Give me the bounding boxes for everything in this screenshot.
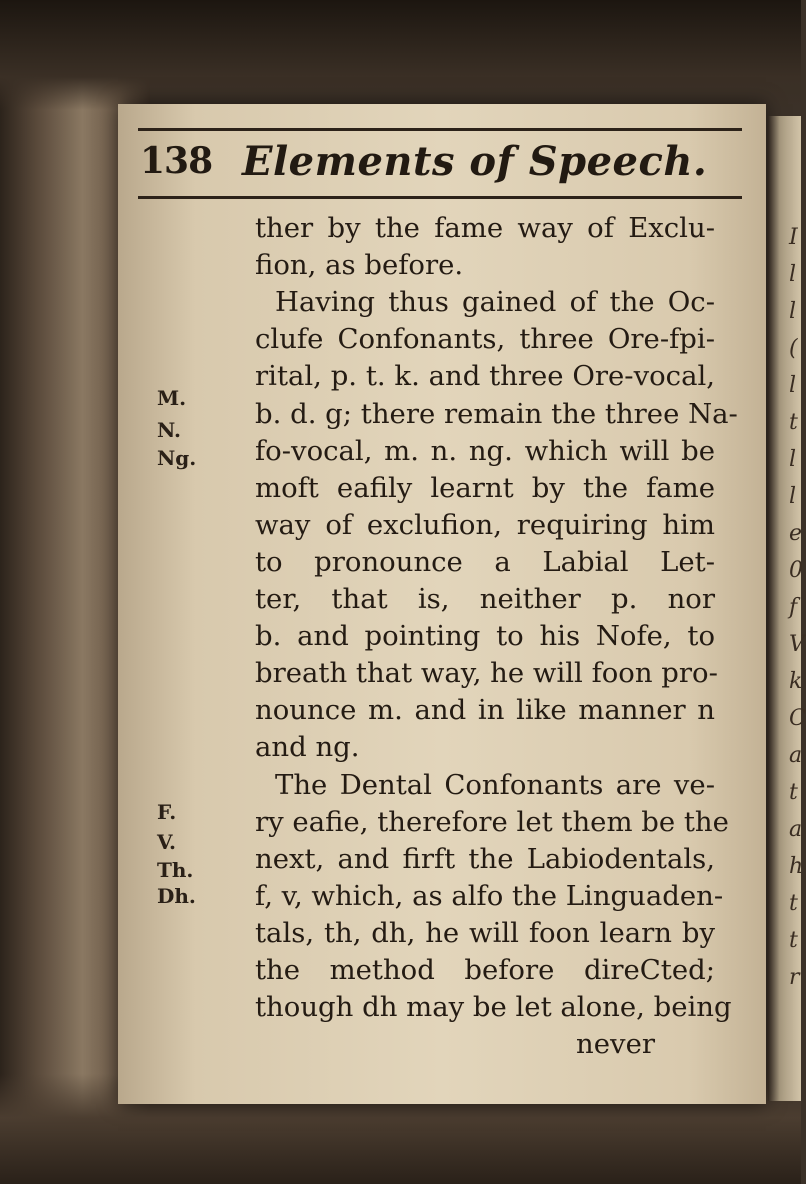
- next-page-letter: (: [789, 336, 798, 361]
- text-line: to pronounce a Labial Let-: [255, 545, 715, 578]
- margin-note: F.: [157, 800, 177, 824]
- text-line: and ng.: [255, 731, 360, 764]
- next-page-letter: l: [789, 484, 797, 509]
- text-line: the method before direCted;: [255, 954, 715, 986]
- margin-note: Th.: [157, 858, 194, 882]
- next-page-letter: C: [789, 706, 806, 731]
- text-line: ther by the fame way of Exclu-: [255, 212, 715, 244]
- text-line: though dh may be let alone, being: [255, 991, 732, 1024]
- text-line: way of exclufion, requiring him: [255, 508, 715, 541]
- text-line: The Dental Confonants are ve-: [275, 768, 715, 801]
- next-page-letter: 0: [789, 558, 803, 583]
- next-page-letter: e: [789, 521, 803, 546]
- header-rule-top: [138, 128, 742, 131]
- next-page-letter: l: [789, 447, 797, 472]
- page-number: 138: [140, 140, 213, 182]
- next-page-letter: h: [789, 854, 804, 879]
- running-head: Elements of Speech.: [242, 138, 708, 185]
- next-page-letter: I: [789, 225, 798, 250]
- margin-note: V.: [157, 830, 176, 854]
- next-page-letter: r: [789, 965, 800, 990]
- text-line: clufe Confonants, three Ore-fpi-: [255, 323, 715, 356]
- margin-note: Dh.: [157, 884, 196, 908]
- margin-note: Ng.: [157, 446, 197, 470]
- next-page-letter: t: [789, 410, 798, 435]
- text-line: fion, as before.: [255, 249, 464, 282]
- text-line: rital, p. t. k. and three Ore-vocal,: [255, 360, 715, 393]
- next-page-letter: f: [789, 595, 798, 620]
- next-page-letter: t: [789, 891, 798, 916]
- text-line: b. and pointing to his Nofe, to: [255, 620, 715, 653]
- text-line: never: [576, 1028, 655, 1061]
- next-page-letter: t: [789, 928, 798, 953]
- next-page-letter: l: [789, 262, 797, 287]
- page-header: [140, 140, 740, 190]
- text-line: b. d. g; there remain the three Na-: [255, 397, 738, 430]
- text-line: ter, that is, neither p. nor: [255, 583, 715, 615]
- next-page-letter: l: [789, 299, 797, 324]
- text-line: f, v, which, as alfo the Linguaden-: [255, 879, 724, 912]
- header-rule-bottom: [138, 196, 742, 199]
- text-line: fo-vocal, m. n. ng. which will be: [255, 434, 715, 467]
- margin-note: N.: [157, 418, 181, 442]
- text-line: Having thus gained of the Oc-: [275, 286, 715, 319]
- text-line: moft eafily learnt by the fame: [255, 471, 715, 504]
- text-line: nounce m. and in like manner n: [255, 694, 715, 727]
- next-page-letter: a: [789, 743, 803, 768]
- top-shadow: [0, 0, 801, 110]
- text-line: tals, th, dh, he will foon learn by: [255, 916, 715, 949]
- text-line: ry eafie, therefore let them be the: [255, 805, 729, 838]
- text-line: next, and firft the Labiodentals,: [255, 842, 715, 875]
- next-page-letter: l: [789, 373, 797, 398]
- next-page-letter: a: [789, 817, 803, 842]
- next-page-letter: V: [789, 632, 805, 657]
- margin-note: M.: [157, 386, 187, 410]
- next-page-letter: t: [789, 780, 798, 805]
- next-page-letter: k: [789, 669, 803, 694]
- text-line: breath that way, he will foon pro-: [255, 657, 718, 690]
